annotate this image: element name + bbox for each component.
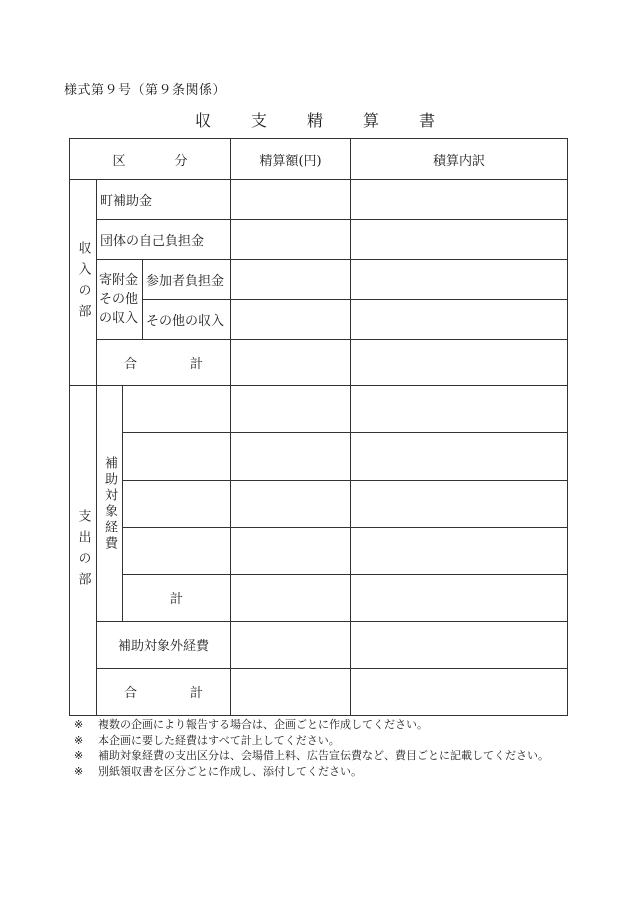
income-total-label: 合 計: [97, 340, 231, 386]
note-mark: ※: [74, 764, 84, 778]
note-item: [74, 764, 549, 780]
eligible-subtotal-amount[interactable]: [231, 574, 351, 621]
note-item: [74, 733, 549, 749]
expense-row-non-eligible: [70, 621, 568, 668]
self-burden-amount[interactable]: [231, 220, 351, 260]
expense-row-4: [70, 527, 568, 574]
eligible-item-2-details[interactable]: [351, 433, 568, 480]
note-item: [74, 717, 549, 733]
self-burden-label: 団体の自己負担金: [97, 220, 231, 260]
note-mark: ※: [74, 733, 84, 747]
form-number: 様式第９号（第９条関係）: [64, 83, 227, 98]
other-income-label: その他の収入: [143, 300, 231, 340]
participant-fee-amount[interactable]: [231, 260, 351, 300]
eligible-item-2-amount[interactable]: [231, 433, 351, 480]
eligible-item-4-amount[interactable]: [231, 527, 351, 574]
settlement-table: [69, 138, 568, 716]
eligible-expense-label: 補助対象経費: [97, 386, 123, 621]
town-subsidy-details[interactable]: [351, 180, 568, 220]
expense-row-3: [70, 480, 568, 527]
other-income-amount[interactable]: [231, 300, 351, 340]
income-total-amount[interactable]: [231, 340, 351, 386]
expense-row-total: [70, 668, 568, 715]
header-amount: 精算額(円): [231, 139, 351, 180]
header-row: [70, 139, 568, 180]
eligible-item-4[interactable]: [123, 527, 231, 574]
eligible-item-3-amount[interactable]: [231, 480, 351, 527]
eligible-item-1[interactable]: [123, 386, 231, 433]
eligible-item-3[interactable]: [123, 480, 231, 527]
income-row-self-burden: [70, 220, 568, 260]
eligible-subtotal-details[interactable]: [351, 574, 568, 621]
income-total-details[interactable]: [351, 340, 568, 386]
income-row-participant-fee: [70, 260, 568, 300]
note-text: 別紙領収書を区分ごとに作成し、添付してください。: [98, 764, 362, 778]
expense-row-subtotal: [70, 574, 568, 621]
eligible-item-1-details[interactable]: [351, 386, 568, 433]
expense-total-details[interactable]: [351, 668, 568, 715]
participant-fee-label: 参加者負担金: [143, 260, 231, 300]
note-item: [74, 748, 549, 764]
participant-fee-details[interactable]: [351, 260, 568, 300]
town-subsidy-amount[interactable]: [231, 180, 351, 220]
non-eligible-details[interactable]: [351, 621, 568, 668]
expense-total-amount[interactable]: [231, 668, 351, 715]
income-row-other-income: [70, 300, 568, 340]
eligible-item-2[interactable]: [123, 433, 231, 480]
town-subsidy-label: 町補助金: [97, 180, 231, 220]
expense-row-1: [70, 386, 568, 433]
note-text: 補助対象経費の支出区分は、会場借上料、広告宣伝費など、費目ごとに記載してください。: [98, 749, 549, 762]
note-text: 複数の企画により報告する場合は、企画ごとに作成してください。: [98, 718, 428, 731]
income-row-town-subsidy: [70, 180, 568, 220]
self-burden-details[interactable]: [351, 220, 568, 260]
expenditure-section-label: 支出の部: [70, 386, 97, 716]
header-details: 積算内訳: [351, 139, 568, 180]
expense-total-label: 合 計: [97, 668, 231, 715]
notes-list: [74, 717, 549, 779]
eligible-subtotal-label: 計: [123, 574, 231, 621]
document-title: 収 支 精 算 書: [194, 111, 447, 130]
note-mark: ※: [74, 718, 84, 731]
eligible-item-4-details[interactable]: [351, 527, 568, 574]
non-eligible-label: 補助対象外経費: [97, 621, 231, 668]
other-income-details[interactable]: [351, 300, 568, 340]
expense-row-2: [70, 433, 568, 480]
income-section-label: 収入の部: [70, 180, 97, 386]
eligible-item-3-details[interactable]: [351, 480, 568, 527]
donation-group-label: 寄附金その他の収入: [97, 260, 143, 340]
income-row-total: [70, 340, 568, 386]
non-eligible-amount[interactable]: [231, 621, 351, 668]
eligible-item-1-amount[interactable]: [231, 386, 351, 433]
header-category: 区 分: [70, 139, 231, 180]
note-text: 本企画に要した経費はすべて計上してください。: [98, 733, 340, 747]
note-mark: ※: [74, 749, 84, 762]
